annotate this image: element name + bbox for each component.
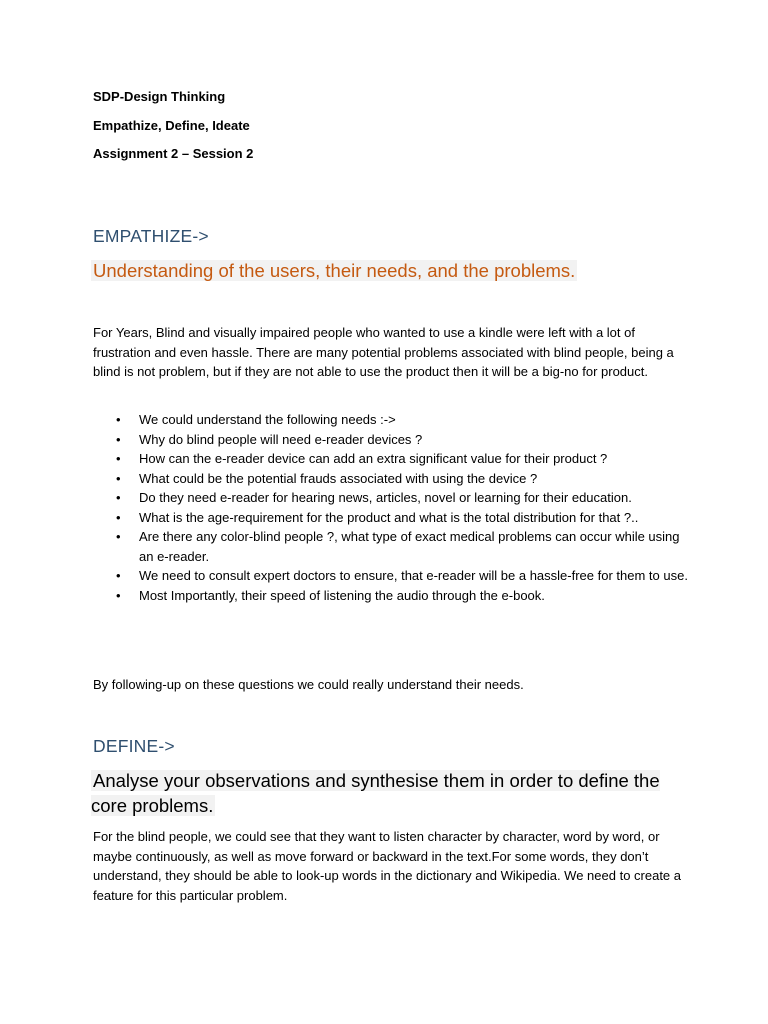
list-item xyxy=(93,586,693,606)
list-item-text: We could understand the following needs :-> xyxy=(139,412,396,427)
bullet-icon: • xyxy=(116,451,121,466)
define-heading: DEFINE-> xyxy=(93,736,175,756)
bullet-icon: • xyxy=(116,412,121,427)
list-item-text: We need to consult expert doctors to ensure, that e-reader will be a hassle-free for them to use. xyxy=(139,568,688,583)
bullet-icon: • xyxy=(116,509,121,525)
define-body: For the blind people, we could see that they want to listen character by character, word by word, or maybe continuously, as well as move forward or backward in the text.For some words, they don’t understand, they should be able to look-up words in the dictionary and Wikipedia. We need to create a feature for this particular problem. xyxy=(93,829,682,903)
list-item-text: Do they need e-reader for hearing news, articles, novel or learning for their education. xyxy=(139,490,632,505)
list-item-text: What could be the potential frauds associated with using the device ? xyxy=(139,470,538,486)
empathize-subtitle xyxy=(91,258,577,283)
list-item xyxy=(93,410,693,430)
list-item xyxy=(93,430,693,450)
bullet-icon: • xyxy=(116,490,121,505)
define-subtitle-text: Analyse your observations and synthesise them in order to define the core problems. xyxy=(91,770,660,816)
empathize-heading: EMPATHIZE-> xyxy=(93,226,209,246)
list-item xyxy=(93,469,693,489)
list-item xyxy=(93,527,693,566)
list-item xyxy=(93,488,693,508)
bullet-icon: • xyxy=(116,529,121,544)
empathize-conclusion: By following-up on these questions we could really understand their needs. xyxy=(93,677,524,692)
topics-line: Empathize, Define, Ideate xyxy=(93,118,250,133)
empathize-intro: For Years, Blind and visually impaired people who wanted to use a kindle were left with a lot of frustration and even hassle. There are many potential problems associated with blind people, being a blind is not problem, but if they are not able to use the product then it will be a big-no for product. xyxy=(93,325,674,379)
list-item-text: Why do blind people will need e-reader devices ? xyxy=(139,431,423,447)
bullet-icon: • xyxy=(116,587,121,603)
list-item-text: How can the e-reader device can add an extra significant value for their product ? xyxy=(139,451,608,466)
bullet-icon: • xyxy=(116,568,121,583)
list-item-text: Are there any color-blind people ?, what type of exact medical problems can occur while using an e-reader. xyxy=(139,529,680,564)
bullet-icon: • xyxy=(116,470,121,486)
list-item xyxy=(93,508,693,528)
bullet-icon: • xyxy=(116,431,121,447)
list-item-text: What is the age-requirement for the product and what is the total distribution for that ?.. xyxy=(139,509,639,525)
list-item xyxy=(93,566,693,586)
list-item-text: Most Importantly, their speed of listening the audio through the e-book. xyxy=(139,587,545,603)
list-item xyxy=(93,449,693,469)
needs-list xyxy=(93,410,693,605)
course-title: SDP-Design Thinking xyxy=(93,89,226,104)
assignment-line: Assignment 2 – Session 2 xyxy=(93,146,254,161)
define-subtitle xyxy=(91,768,691,818)
empathize-subtitle-text: Understanding of the users, their needs, and the problems. xyxy=(93,260,576,281)
